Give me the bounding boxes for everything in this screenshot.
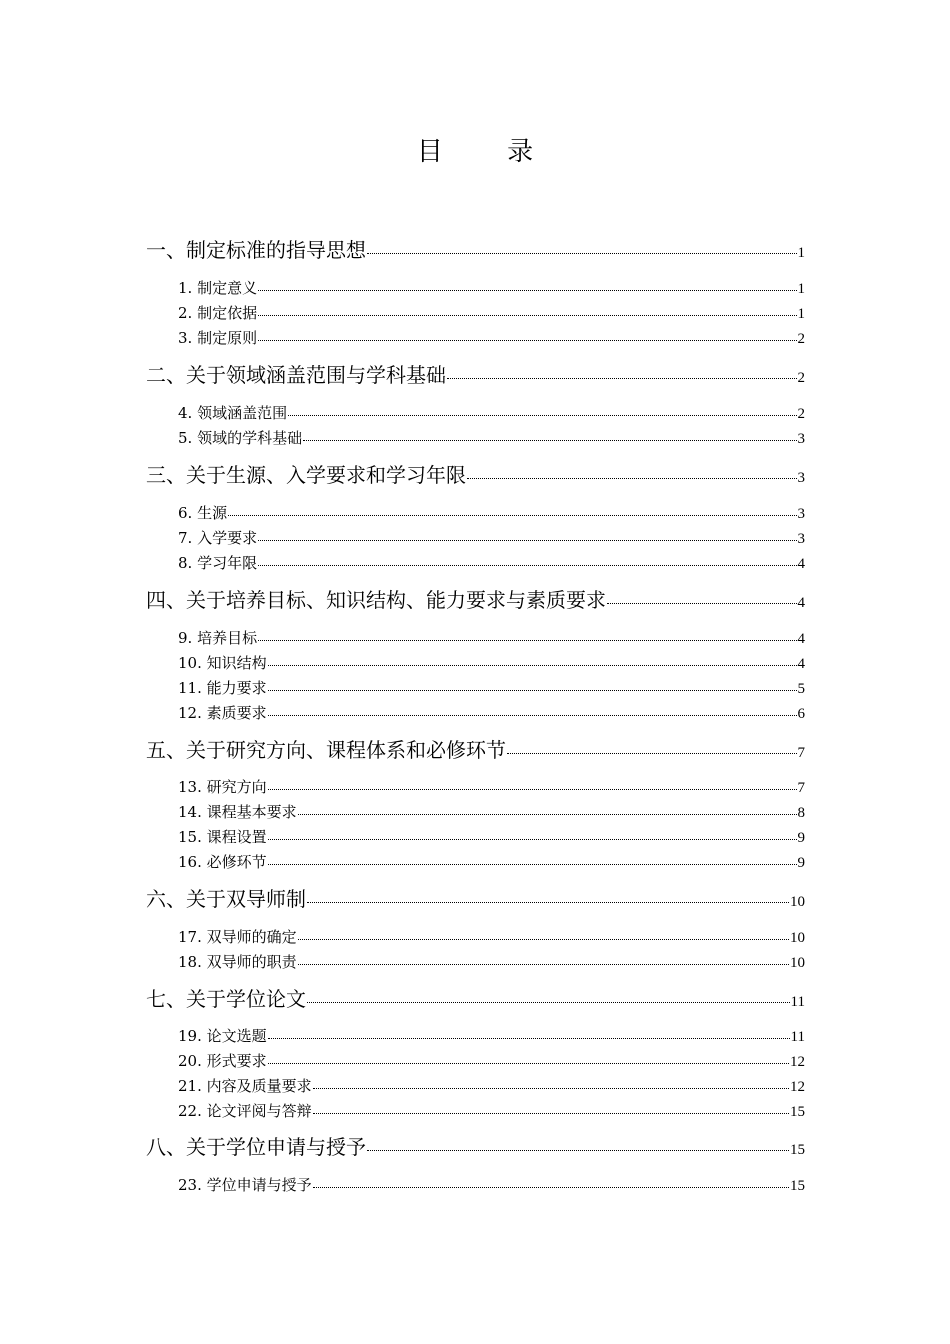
toc-entry-title: 23. 学位申请与授予 bbox=[178, 1176, 312, 1194]
toc-dot-leader bbox=[258, 640, 796, 641]
toc-dot-leader bbox=[258, 540, 796, 541]
toc-entry-title: 6. 生源 bbox=[178, 504, 228, 522]
toc-entry-title: 11. 能力要求 bbox=[178, 679, 267, 697]
toc-entry-title: 16. 必修环节 bbox=[178, 853, 267, 871]
toc-page-number: 2 bbox=[797, 370, 805, 386]
toc-dot-leader bbox=[367, 1150, 789, 1151]
toc-entry-title: 8. 学习年限 bbox=[178, 554, 258, 572]
toc-dot-leader bbox=[268, 839, 797, 840]
toc-page-number: 15 bbox=[790, 1178, 805, 1194]
toc-dot-leader bbox=[268, 665, 797, 666]
toc-page-number: 5 bbox=[797, 681, 805, 697]
toc-page-number: 1 bbox=[797, 281, 805, 297]
toc-dot-leader bbox=[307, 1002, 790, 1003]
toc-page-number: 3 bbox=[797, 470, 805, 486]
toc-section-entry[interactable] bbox=[178, 1175, 805, 1196]
toc-entry-title: 六、关于双导师制 bbox=[146, 887, 306, 911]
toc-entry-title: 9. 培养目标 bbox=[178, 629, 258, 647]
toc-dot-leader bbox=[313, 1088, 789, 1089]
toc-chapter-entry[interactable] bbox=[146, 986, 805, 1015]
toc-section-entry[interactable] bbox=[178, 278, 805, 299]
toc-entry-title: 22. 论文评阅与答辩 bbox=[178, 1102, 312, 1120]
toc-chapter-entry[interactable] bbox=[146, 1134, 805, 1163]
toc-entry-title: 14. 课程基本要求 bbox=[178, 803, 297, 821]
toc-dot-leader bbox=[228, 515, 796, 516]
toc-page-number: 3 bbox=[797, 431, 805, 447]
toc-section-entry[interactable] bbox=[178, 553, 805, 574]
toc-page-number: 1 bbox=[797, 245, 805, 261]
toc-entry-title: 八、关于学位申请与授予 bbox=[146, 1135, 366, 1159]
toc-section-entry[interactable] bbox=[178, 852, 805, 873]
toc-entry-title: 二、关于领域涵盖范围与学科基础 bbox=[146, 363, 446, 387]
toc-dot-leader bbox=[313, 1187, 789, 1188]
toc-dot-leader bbox=[367, 253, 797, 254]
toc-dot-leader bbox=[268, 789, 797, 790]
toc-page-number: 11 bbox=[790, 994, 805, 1010]
toc-section-entry[interactable] bbox=[178, 628, 805, 649]
toc-dot-leader bbox=[268, 864, 797, 865]
toc-dot-leader bbox=[303, 440, 796, 441]
toc-section-entry[interactable] bbox=[178, 952, 805, 973]
toc-page-number: 4 bbox=[797, 631, 805, 647]
toc-dot-leader bbox=[298, 939, 789, 940]
toc-entry-title: 2. 制定依据 bbox=[178, 304, 258, 322]
toc-dot-leader bbox=[258, 340, 796, 341]
toc-page-number: 10 bbox=[790, 955, 805, 971]
toc-dot-leader bbox=[313, 1113, 789, 1114]
toc-page-number: 6 bbox=[797, 706, 805, 722]
toc-section-entry[interactable] bbox=[178, 503, 805, 524]
toc-entry-title: 15. 课程设置 bbox=[178, 828, 267, 846]
toc-page-number: 4 bbox=[797, 656, 805, 672]
toc-entry-title: 7. 入学要求 bbox=[178, 529, 258, 547]
toc-entry-title: 四、关于培养目标、知识结构、能力要求与素质要求 bbox=[146, 588, 606, 612]
toc-dot-leader bbox=[467, 478, 797, 479]
toc-dot-leader bbox=[507, 753, 797, 754]
toc-section-entry[interactable] bbox=[178, 802, 805, 823]
toc-page-number: 7 bbox=[797, 780, 805, 796]
toc-page-number: 10 bbox=[790, 894, 805, 910]
toc-dot-leader bbox=[258, 315, 796, 316]
toc-chapter-entry[interactable] bbox=[146, 237, 805, 266]
toc-entry-title: 3. 制定原则 bbox=[178, 329, 258, 347]
toc-section-entry[interactable] bbox=[178, 1101, 805, 1122]
toc-section-entry[interactable] bbox=[178, 403, 805, 424]
toc-page-number: 8 bbox=[797, 805, 805, 821]
toc-section-entry[interactable] bbox=[178, 1051, 805, 1072]
toc-entry-title: 17. 双导师的确定 bbox=[178, 928, 297, 946]
toc-chapter-entry[interactable] bbox=[146, 587, 805, 616]
toc-section-entry[interactable] bbox=[178, 528, 805, 549]
toc-dot-leader bbox=[258, 565, 796, 566]
toc-entry-title: 4. 领域涵盖范围 bbox=[178, 404, 288, 422]
toc-section-entry[interactable] bbox=[178, 653, 805, 674]
toc-section-entry[interactable] bbox=[178, 678, 805, 699]
toc-section-entry[interactable] bbox=[178, 328, 805, 349]
toc-page-number: 10 bbox=[790, 930, 805, 946]
toc-dot-leader bbox=[307, 902, 789, 903]
toc-section-entry[interactable] bbox=[178, 777, 805, 798]
toc-section-entry[interactable] bbox=[178, 1076, 805, 1097]
toc-entry-title: 20. 形式要求 bbox=[178, 1052, 267, 1070]
toc-chapter-entry[interactable] bbox=[146, 737, 805, 766]
toc-entry-title: 五、关于研究方向、课程体系和必修环节 bbox=[146, 738, 506, 762]
toc-entry-title: 13. 研究方向 bbox=[178, 778, 267, 796]
toc-page-number: 9 bbox=[797, 830, 805, 846]
toc-dot-leader bbox=[288, 415, 796, 416]
toc-page-number: 12 bbox=[790, 1054, 805, 1070]
toc-section-entry[interactable] bbox=[178, 303, 805, 324]
toc-entry-title: 12. 素质要求 bbox=[178, 704, 267, 722]
toc-dot-leader bbox=[268, 690, 797, 691]
toc-page-number: 15 bbox=[790, 1142, 805, 1158]
toc-entry-title: 19. 论文选题 bbox=[178, 1027, 267, 1045]
toc-page-number: 9 bbox=[797, 855, 805, 871]
toc-section-entry[interactable] bbox=[178, 703, 805, 724]
toc-entry-title: 10. 知识结构 bbox=[178, 654, 267, 672]
toc-dot-leader bbox=[268, 1038, 790, 1039]
toc-dot-leader bbox=[298, 814, 797, 815]
toc-page-number: 3 bbox=[797, 531, 805, 547]
toc-page-number: 2 bbox=[797, 406, 805, 422]
toc-entry-title: 一、制定标准的指导思想 bbox=[146, 238, 366, 262]
toc-page-number: 11 bbox=[790, 1029, 805, 1045]
toc-page-number: 2 bbox=[797, 331, 805, 347]
toc-chapter-entry[interactable] bbox=[146, 362, 805, 391]
toc-section-entry[interactable] bbox=[178, 1026, 805, 1047]
toc-entry-title: 七、关于学位论文 bbox=[146, 987, 306, 1011]
page-title: 目 录 bbox=[416, 137, 562, 167]
toc-chapter-entry[interactable] bbox=[146, 462, 805, 491]
toc-entry-title: 18. 双导师的职责 bbox=[178, 953, 297, 971]
toc-entry-title: 5. 领域的学科基础 bbox=[178, 429, 303, 447]
toc-dot-leader bbox=[607, 603, 797, 604]
toc-entry-title: 1. 制定意义 bbox=[178, 279, 258, 297]
toc-dot-leader bbox=[268, 1063, 789, 1064]
toc-page-number: 7 bbox=[797, 745, 805, 761]
toc-section-entry[interactable] bbox=[178, 428, 805, 449]
toc-entry-title: 21. 内容及质量要求 bbox=[178, 1077, 312, 1095]
toc-section-entry[interactable] bbox=[178, 827, 805, 848]
toc-page-number: 15 bbox=[790, 1104, 805, 1120]
toc-page-number: 3 bbox=[797, 506, 805, 522]
toc-chapter-entry[interactable] bbox=[146, 886, 805, 915]
toc-dot-leader bbox=[447, 378, 797, 379]
toc-dot-leader bbox=[268, 715, 797, 716]
toc-section-entry[interactable] bbox=[178, 927, 805, 948]
toc-page-number: 12 bbox=[790, 1079, 805, 1095]
toc-dot-leader bbox=[298, 964, 789, 965]
toc-page-number: 1 bbox=[797, 306, 805, 322]
toc-page-number: 4 bbox=[797, 595, 805, 611]
toc-entry-title: 三、关于生源、入学要求和学习年限 bbox=[146, 463, 466, 487]
toc-dot-leader bbox=[258, 290, 796, 291]
toc-page-number: 4 bbox=[797, 556, 805, 572]
